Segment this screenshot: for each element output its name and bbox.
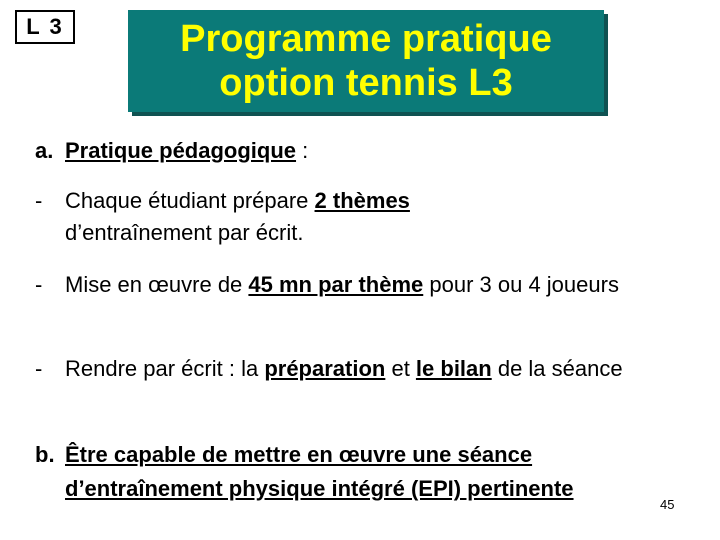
title-line-1: Programme pratique: [180, 18, 552, 60]
bullet-2-part-3: pour 3 ou 4 joueurs: [423, 272, 619, 297]
bullet-dash: -: [35, 188, 43, 213]
bullet-1-part-1: Chaque étudiant prépare: [65, 188, 315, 213]
bullet-3-emphasis-2: le bilan: [415, 356, 492, 381]
slide-level-tag: L 3: [15, 10, 75, 44]
title-line-2: option tennis L3: [219, 62, 513, 104]
bullet-item-1: [35, 185, 535, 249]
bullet-item-3: [35, 353, 665, 385]
section-a-suffix: :: [296, 138, 309, 163]
title-banner: [128, 10, 604, 112]
bullet-2-emphasis: 45 mn par thème: [248, 272, 424, 297]
section-b-heading: Être capable de mettre en œuvre une séance d’entraînement physique intégré (EPI) pertinente: [65, 442, 574, 501]
bullet-dash: -: [35, 272, 43, 297]
bullet-text-3: [65, 353, 665, 385]
section-a-marker: a.: [35, 138, 54, 163]
bullet-item-2: [35, 269, 665, 301]
section-b: [35, 438, 665, 506]
section-b-marker: b.: [35, 442, 55, 467]
bullet-3-part-1: Rendre par écrit : la: [65, 356, 265, 381]
section-a: [35, 136, 308, 166]
bullet-1-part-3: d’entraînement par écrit.: [65, 220, 304, 245]
bullet-3-part-3: et: [385, 356, 416, 381]
section-a-heading: Pratique pédagogique: [65, 138, 297, 163]
bullet-1-emphasis: 2 thèmes: [314, 188, 410, 213]
bullet-2-part-1: Mise en œuvre de: [65, 272, 249, 297]
bullet-3-emphasis-1: préparation: [264, 356, 386, 381]
bullet-dash: -: [35, 356, 43, 381]
bullet-3-part-5: de la séance: [491, 356, 623, 381]
bullet-text-1: [65, 185, 535, 249]
page-number: 45: [660, 497, 675, 512]
bullet-text-2: [65, 269, 665, 301]
